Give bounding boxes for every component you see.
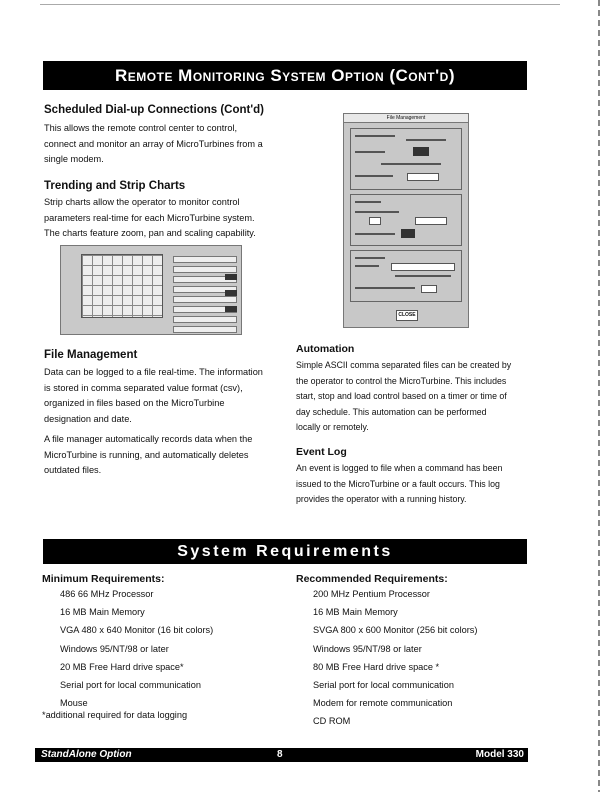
page-title: Remote Monitoring System Option (Cont'd) — [43, 61, 527, 90]
list-item: VGA 480 x 640 Monitor (16 bit colors) — [60, 625, 214, 636]
minimum-requirements-heading: Minimum Requirements: — [42, 573, 165, 585]
minimum-requirements-list — [60, 585, 290, 712]
file-management-group — [350, 250, 462, 302]
list-item: Serial port for local communication — [313, 680, 454, 691]
list-item: 20 MB Free Hard drive space* — [60, 661, 184, 672]
recommended-requirements-heading: Recommended Requirements: — [296, 573, 448, 585]
footer-product: StandAlone Option — [41, 749, 132, 760]
scheduled-text: This allows the remote control center to control, connect and monitor an array of MicroTurbines from a single modem. — [44, 123, 263, 164]
strip-chart-grid — [81, 254, 163, 318]
scheduled-heading: Scheduled Dial-up Connections (Cont'd) — [44, 104, 264, 116]
page-number: 8 — [277, 749, 283, 760]
automation-heading: Automation — [296, 343, 355, 355]
file-management-para1: Data can be logged to a file real-time. The information is stored in comma separated value format (csv), organized in files based on the MicroTurbine designation and date. — [44, 367, 263, 424]
list-item: 16 MB Main Memory — [60, 607, 145, 618]
automation-text: Simple ASCII comma separated files can be created by the operator to control the MicroTurbine. This includes start, stop and load control based on a timer or time of day schedule. This automation can be performed locally or remotely. — [296, 360, 512, 432]
list-item: Mouse — [60, 698, 88, 709]
dialog-close-button: CLOSE — [396, 310, 418, 321]
trending-heading: Trending and Strip Charts — [44, 180, 186, 192]
top-rule — [40, 4, 560, 5]
event-log-heading: Event Log — [296, 446, 347, 458]
list-item: Modem for remote communication — [313, 698, 453, 709]
event-log-text: An event is logged to file when a command has been issued to the MicroTurbine or a fault occurs. This log provides the operator with a running history. — [296, 463, 503, 504]
list-item: 16 MB Main Memory — [313, 607, 398, 618]
system-requirements-banner: System Requirements — [43, 539, 527, 564]
list-item: Serial port for local communication — [60, 680, 201, 691]
strip-chart-controls — [173, 256, 237, 328]
file-manager-dialog-screenshot — [343, 113, 469, 328]
trending-text: Strip charts allow the operator to monitor control parameters real-time for each MicroTurbine system. The charts feature zoom, pan and scaling capability. — [44, 197, 256, 238]
footer-model: Model 330 — [475, 749, 524, 760]
file-management-para2: A file manager automatically records data when the MicroTurbine is running, and automatically deletes outdated files. — [44, 434, 253, 475]
recommended-requirements-list — [313, 585, 543, 731]
page-footer — [35, 748, 528, 762]
list-item: SVGA 800 x 600 Monitor (256 bit colors) — [313, 625, 478, 636]
list-item: 486 66 MHz Processor — [60, 589, 154, 599]
file-length-group — [350, 194, 462, 246]
list-item: 200 MHz Pentium Processor — [313, 589, 430, 599]
list-item: 80 MB Free Hard drive space * — [313, 661, 440, 672]
list-item: Windows 95/NT/98 or later — [313, 643, 422, 654]
engine-data-recording-group — [350, 128, 462, 190]
file-management-heading: File Management — [44, 349, 138, 361]
list-item: CD ROM — [313, 716, 351, 727]
strip-chart-screenshot — [60, 245, 242, 335]
dialog-title: File Management — [344, 114, 468, 123]
requirements-footnote: *additional required for data logging — [42, 710, 188, 720]
list-item: Windows 95/NT/98 or later — [60, 643, 169, 654]
page-edge — [598, 0, 600, 792]
